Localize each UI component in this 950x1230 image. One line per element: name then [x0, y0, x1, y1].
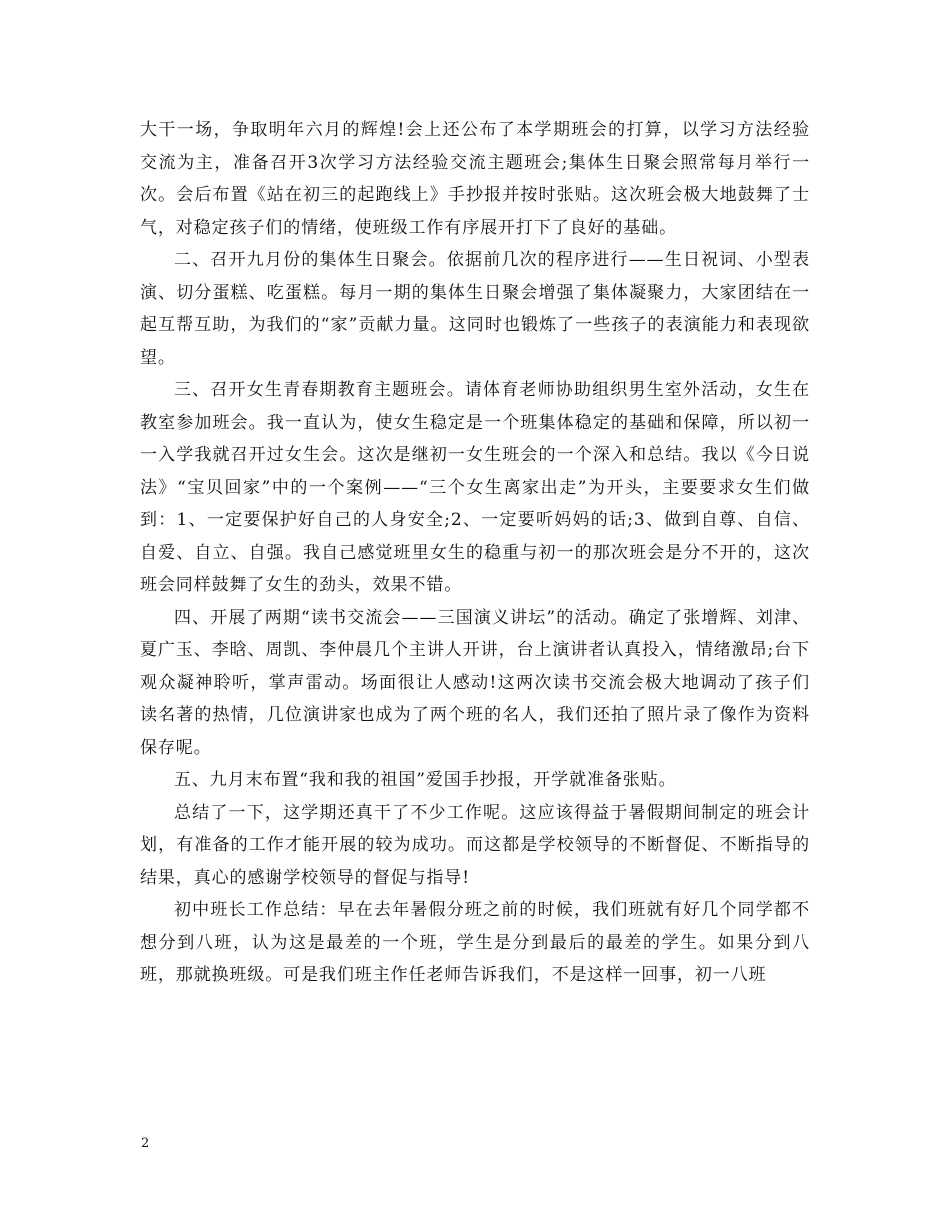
document-body	[140, 114, 810, 992]
paragraph-continuation: 大干一场，争取明年六月的辉煌!会上还公布了本学期班会的打算，以学习方法经验交流为主，准备召开3次学习方法经验交流主题班会;集体生日聚会照常每月举行一次。会后布置《站在初三的起跑线上》手抄报并按时张贴。这次班会极大地鼓舞了士气，对稳定孩子们的情绪，使班级工作有序展开打下了良好的基础。	[140, 120, 810, 238]
paragraph-summary: 总结了一下，这学期还真干了不少工作呢。这应该得益于暑假期间制定的班会计划，有准备的工作才能开展的较为成功。而这都是学校领导的不断督促、不断指导的结果，真心的感谢学校领导的督促与指导!	[140, 802, 810, 888]
paragraph-reading-club: 四、开展了两期“读书交流会——三国演义讲坛”的活动。确定了张增辉、刘津、夏广玉、李晗、周凯、李仲晨几个主讲人开讲，台上演讲者认真投入，情绪激昂;台下观众凝神聆听，掌声雷动。场面很让人感动!这两次读书交流会极大地调动了孩子们读名著的热情，几位演讲家也成为了两个班的名人，我们还拍了照片录了像作为资料保存呢。	[140, 607, 810, 758]
page-number: 2	[141, 1136, 150, 1151]
paragraph-girls-meeting: 三、召开女生青春期教育主题班会。请体育老师协助组织男生室外活动，女生在教室参加班会。我一直认为，使女生稳定是一个班集体稳定的基础和保障，所以初一一入学我就召开过女生会。这次是继初一女生班会的一个深入和总结。我以《今日说法》“宝贝回家”中的一个案例——“三个女生离家出走”为开头，主要要求女生们做到：1、一定要保护好自己的人身安全;2、一定要听妈妈的话;3、做到自尊、自信、自爱、自立、自强。我自己感觉班里女生的稳重与初一的那次班会是分不开的，这次班会同样鼓舞了女生的劲头，效果不错。	[140, 380, 810, 595]
paragraph-handwritten-newspaper: 五、九月末布置“我和我的祖国”爱国手抄报，开学就准备张贴。	[174, 770, 677, 790]
paragraph-monitor-summary: 初中班长工作总结：早在去年暑假分班之前的时候，我们班就有好几个同学都不想分到八班，认为这是最差的一个班，学生是分到最后的最差的学生。如果分到八班，那就换班级。可是我们班主作任老师告诉我们，不是这样一回事，初一八班	[140, 900, 810, 985]
paragraph-birthday-party: 二、召开九月份的集体生日聚会。依据前几次的程序进行——生日祝词、小型表演、切分蛋糕、吃蛋糕。每月一期的集体生日聚会增强了集体凝聚力，大家团结在一起互帮互助，为我们的“家”贡献力量。这同时也锻炼了一些孩子的表演能力和表现欲望。	[140, 250, 810, 368]
